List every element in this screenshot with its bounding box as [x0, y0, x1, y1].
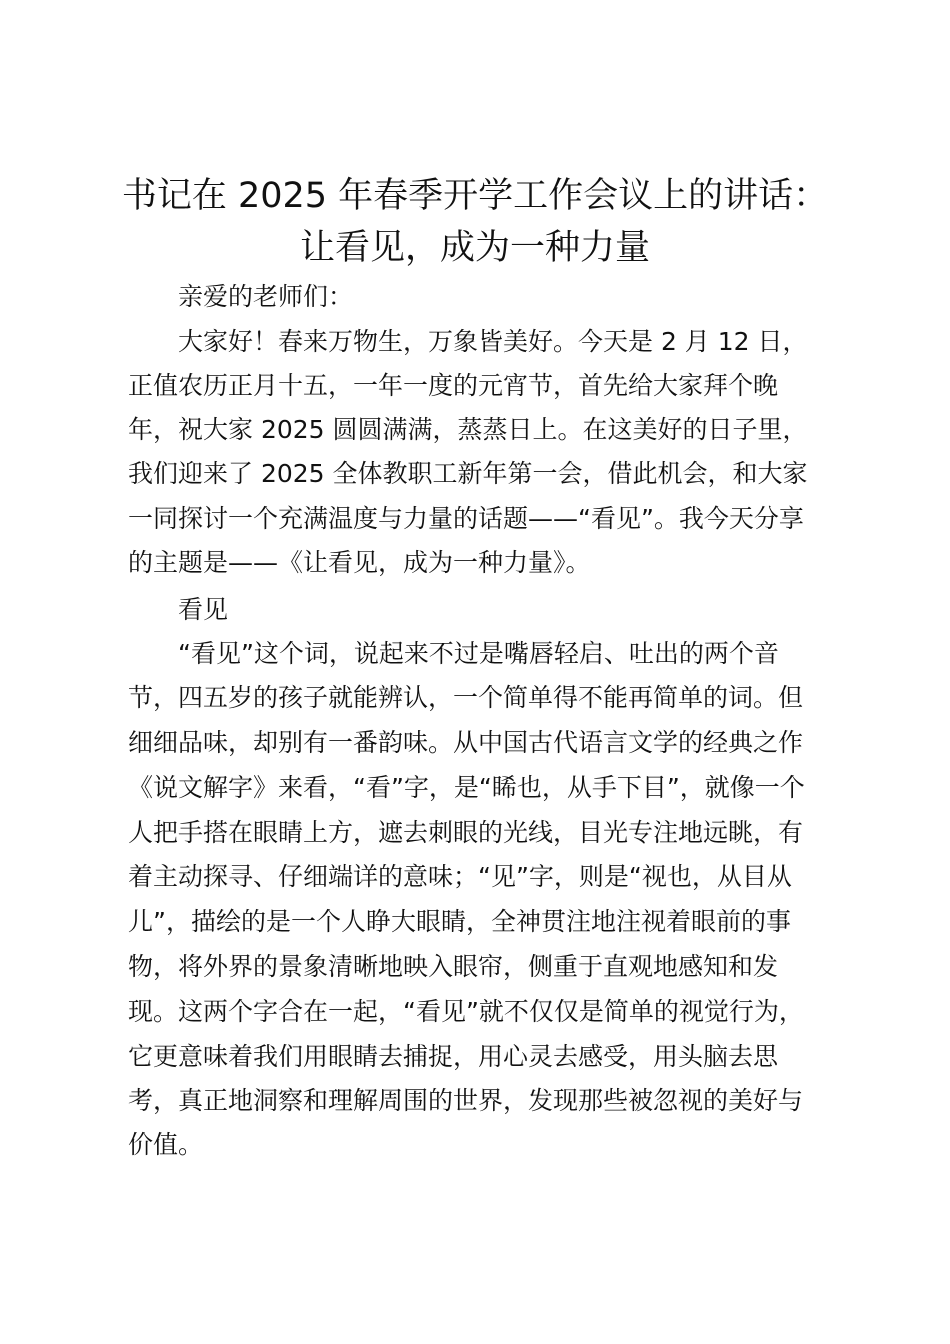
paragraph-2-line: 现。这两个字合在一起，“看见”就不仅仅是简单的视觉行为，: [128, 997, 804, 1026]
document-title-line-1: 书记在 2025 年春季开学工作会议上的讲话：: [121, 176, 829, 216]
paragraph-2-line: “看见”这个词，说起来不过是嘴唇轻启、吐出的两个音: [178, 639, 779, 668]
paragraph-2-line: 细细品味，却别有一番韵味。从中国古代语言文学的经典之作: [128, 728, 804, 757]
paragraph-2-line: 儿”，描绘的是一个人睁大眼睛，全神贯注地注视着眼前的事: [128, 907, 791, 936]
paragraph-1-line: 我们迎来了 2025 全体教职工新年第一会，借此机会，和大家: [128, 459, 808, 488]
paragraph-2-line: 节，四五岁的孩子就能辨认，一个简单得不能再简单的词。但: [128, 683, 804, 712]
paragraph-1-line: 的主题是——《让看见，成为一种力量》。: [128, 548, 591, 577]
section-heading: 看见: [178, 595, 229, 624]
paragraph-1-line: 年，祝大家 2025 圆圆满满，蒸蒸日上。在这美好的日子里，: [128, 415, 808, 444]
paragraph-1-line: 一同探讨一个充满温度与力量的话题——“看见”。我今天分享: [128, 504, 804, 533]
paragraph-2-line: 《说文解字》来看，“看”字，是“睎也，从手下目”，就像一个: [128, 773, 805, 802]
paragraph-1-line: 正值农历正月十五，一年一度的元宵节，首先给大家拜个晚: [128, 371, 779, 400]
paragraph-2-line: 考，真正地洞察和理解周围的世界，发现那些被忽视的美好与: [128, 1086, 804, 1115]
paragraph-1-line: 大家好！春来万物生，万象皆美好。今天是 2 月 12 日，: [178, 327, 808, 356]
salutation: 亲爱的老师们：: [178, 282, 354, 311]
paragraph-2-line: 着主动探寻、仔细端详的意味；“见”字，则是“视也，从目从: [128, 862, 792, 891]
paragraph-2-line: 物，将外界的景象清晰地映入眼帘，侧重于直观地感知和发: [128, 952, 779, 981]
paragraph-2-line: 人把手搭在眼睛上方，遮去刺眼的光线，目光专注地远眺，有: [128, 818, 804, 847]
paragraph-2-line: 价值。: [128, 1130, 204, 1159]
document-title-line-2: 让看见，成为一种力量: [299, 228, 650, 268]
paragraph-2-line: 它更意味着我们用眼睛去捕捉，用心灵去感受，用头脑去思: [128, 1042, 779, 1071]
